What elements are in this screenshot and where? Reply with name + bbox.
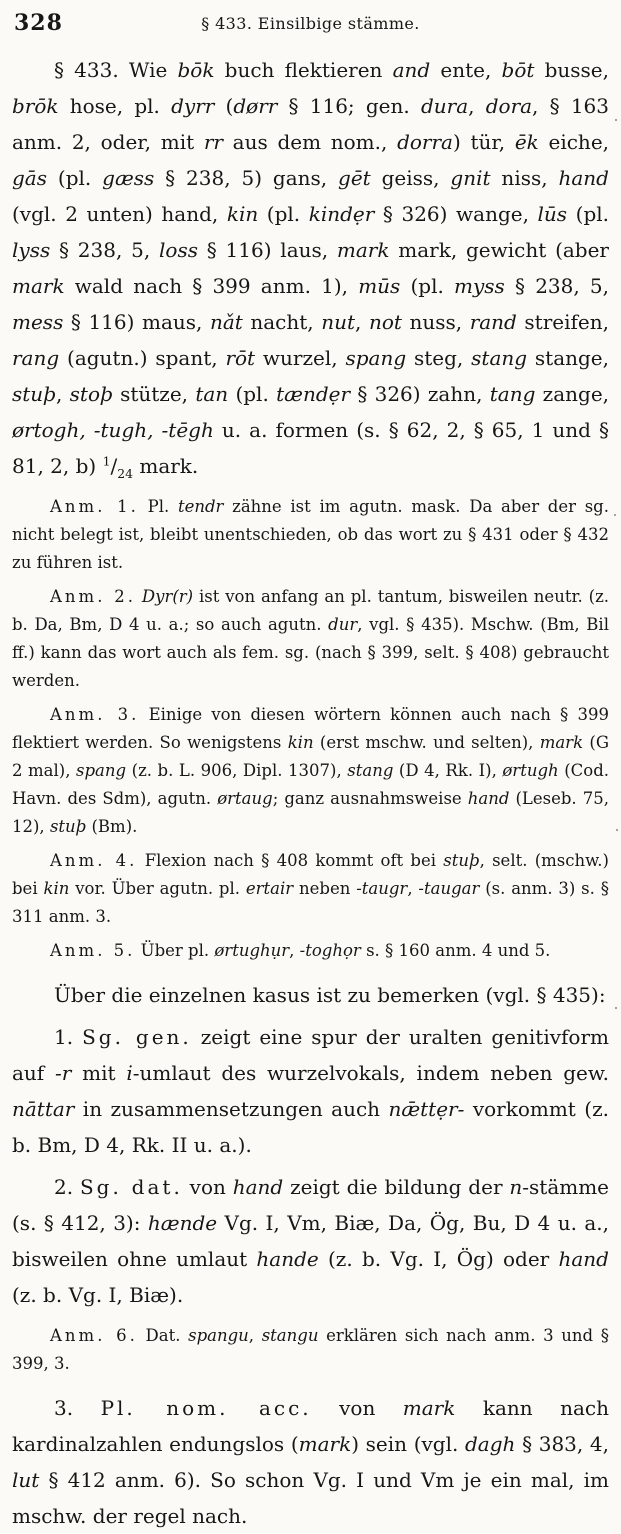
text-segment: Über pl. [135,941,215,960]
text-segment: dyrr [171,94,215,118]
running-title: § 433. Einsilbige stämme. [201,14,420,33]
text-segment: lūs [537,202,568,226]
text-segment: Sg. gen. [82,1025,192,1049]
text-segment: myss [454,274,505,298]
text-segment: rang [12,346,60,370]
text-segment: nāttar [12,1097,75,1121]
text-segment: 24 [117,466,133,481]
text-segment: (z. b. L. 906, Dipl. 1307), [126,761,348,780]
text-segment: ) tür, [452,130,515,154]
text-segment: spang [76,761,127,780]
text-segment: (pl. [258,202,309,226]
text-segment: (pl. [228,382,277,406]
text-segment: Anm. 5. [50,941,136,960]
text-segment: § 433. Wie [54,58,178,82]
text-segment: ørtughụr [214,941,290,960]
text-segment: (Cod. Havn. des Sdm), agutn. [12,761,609,808]
text-segment: mark [336,238,390,262]
text-segment: spang [345,346,407,370]
text-segment: Anm. 2. [50,587,137,606]
text-segment: wald nach § 399 anm. 1), [64,274,359,298]
text-segment: Anm. 3. [50,705,140,724]
paragraph [12,937,609,965]
text-segment: kindẹr [308,202,375,226]
text-segment: Anm. 6. [50,1326,138,1345]
text-segment: tang [489,382,536,406]
text-segment: , selt. (mschw.) bei [12,851,609,898]
text-segment: / [110,454,118,478]
text-segment: § 412 anm. 6). So schon Vg. I und Vm je ein mal, im mschw. der regel nach. [12,1468,609,1528]
text-segment: lyss [12,238,51,262]
text-segment: dørr [233,94,278,118]
text-segment: (G 2 mal), [12,733,609,780]
text-segment: ørtogh, -tugh, -tēgh [12,418,214,442]
text-segment: ørtugh [502,761,559,780]
paragraph [12,701,609,841]
text-segment: mark. [133,454,199,478]
text-body [12,52,609,1534]
text-segment: bōt [501,58,535,82]
text-segment: rand [469,310,517,334]
text-segment: stuþ [49,817,87,836]
text-segment: neben [293,879,357,898]
text-segment: s. § 160 anm. 4 und 5. [360,941,551,960]
text-segment: 2. [54,1175,80,1199]
text-segment: n [509,1175,523,1199]
text-segment: kann nach kardinalzahlen endungslos ( [12,1396,609,1456]
text-segment: not [368,310,402,334]
text-segment: hand [232,1175,284,1199]
text-segment: § 238, 5, [50,238,159,262]
text-segment: wurzel, [255,346,346,370]
text-segment: stang [347,761,394,780]
text-segment: mark [12,274,65,298]
text-segment: , [55,382,70,406]
text-segment: ertair [245,879,294,898]
text-segment: -toghọr [299,941,361,960]
text-segment: vor. Über agutn. pl. [69,879,246,898]
text-segment: ente, [430,58,502,82]
text-segment: nacht, [242,310,322,334]
text-segment: zeigt die bildung der [283,1175,510,1199]
paragraph [12,977,609,1013]
text-segment: vorkommt (z. b. Bm, D 4, Rk. II u. a.). [12,1097,609,1157]
paragraph [12,52,609,484]
text-segment: mūs [358,274,401,298]
text-segment: Pl. [138,497,178,516]
text-segment: von [182,1175,233,1199]
text-segment: stoþ [69,382,113,406]
text-segment: § 238, 5) gans, [154,166,339,190]
text-segment: stangu [261,1326,319,1345]
text-segment: dur [328,615,358,634]
text-segment: nut [321,310,356,334]
paragraph [12,1019,609,1163]
text-segment: (pl. [567,202,610,226]
text-segment: (Bm). [86,817,138,836]
scan-speckles [613,0,619,1070]
text-segment: -taugr [356,879,408,898]
page-number: 328 [14,10,63,36]
text-segment: brōk [12,94,59,118]
text-segment: ēk [514,130,539,154]
text-segment: dura [420,94,469,118]
text-segment: von [311,1396,403,1420]
text-segment: (pl. [400,274,455,298]
text-segment: (erst mschw. und selten), [313,733,540,752]
text-segment: nǣttẹr- [388,1097,465,1121]
text-segment: mark, gewicht (aber [389,238,609,262]
text-segment: Vg. I, Vm, Biæ, Da, Ög, Bu, D 4 u. a., bisweilen ohne umlaut [12,1211,609,1271]
text-segment: in zusammensetzungen auch [74,1097,389,1121]
text-segment: Sg. dat. [79,1175,183,1199]
text-segment: 1 [102,453,111,469]
text-segment: 1. [54,1025,83,1049]
text-segment: § 116; gen. [277,94,421,118]
text-segment: ) sein (vgl. [351,1432,465,1456]
text-segment: u. a. formen (s. § 62, 2, § 65, 1 und § 81, 2, b) [12,418,609,478]
text-segment: § 383, 4, [515,1432,609,1456]
text-segment: , [355,310,369,334]
text-segment: erklären sich nach anm. 3 und § 399, 3. [12,1326,609,1373]
text-segment: , [248,1326,262,1345]
text-segment: Anm. 1. [50,497,139,516]
text-segment: zeigt eine spur der uralten genitivform auf [12,1025,609,1085]
text-segment: lut [12,1468,40,1492]
text-segment: hænde [147,1211,218,1235]
text-segment: eiche, [538,130,610,154]
text-segment: (z. b. Vg. I, Ög) oder [318,1247,559,1271]
text-segment: , vgl. § 435). Mschw. (Bm, Bil ff.) kann das wort auch als fem. sg. (nach § 399, selt. § 408) gebraucht werden. [12,615,609,690]
text-segment: stuþ [12,382,56,406]
text-segment: spangu [188,1326,249,1345]
text-segment: ørtaug [217,789,273,808]
text-segment: mark [539,733,584,752]
text-segment: rōt [225,346,256,370]
text-segment: ; ganz ausnahmsweise [272,789,468,808]
text-segment: nuss, [401,310,470,334]
text-segment: tan [195,382,229,406]
text-segment: streifen, [516,310,609,334]
text-segment: ist von anfang an pl. tantum, bisweilen neutr. (z. b. Da, Bm, D 4 u. a.; so auch agutn. [12,587,610,634]
text-segment: § 238, 5, [504,274,609,298]
text-segment: mess [12,310,64,334]
text-segment: hande [256,1247,319,1271]
text-segment: gēt [338,166,371,190]
paragraph [12,1322,609,1378]
text-segment: tændẹr [276,382,351,406]
text-segment: busse, [534,58,610,82]
text-segment: -r [55,1061,72,1085]
text-segment: (agutn.) spant, [59,346,226,370]
text-segment: tendr [177,497,224,516]
text-segment: -stämme (s. § 412, 3): [12,1175,610,1235]
text-segment: mark [298,1432,352,1456]
text-segment: Anm. 4. [50,851,138,870]
text-segment: kin [43,879,70,898]
text-segment: stuþ [443,851,480,870]
text-segment: (D 4, Rk. I), [393,761,503,780]
text-segment: -taugar [418,879,480,898]
text-segment: kin [287,733,314,752]
text-segment: § 326) wange, [374,202,538,226]
text-segment: stang [471,346,528,370]
text-segment: hand [467,789,510,808]
text-segment: dagh [465,1432,516,1456]
text-segment: -umlaut des wurzelvokals, indem neben gew. [132,1061,609,1085]
text-segment: loss [159,238,198,262]
text-segment: i [126,1061,133,1085]
text-segment: stange, [527,346,610,370]
page-header [12,10,609,38]
text-segment: hand [558,166,609,190]
text-segment: and [392,58,431,82]
paragraph [12,493,609,577]
text-segment: Dyr(r) [141,587,194,606]
text-segment: § 326) zahn, [350,382,490,406]
text-segment: kin [226,202,259,226]
text-segment: zähne ist im agutn. mask. Da aber der sg. nicht belegt ist, bleibt unentschieden, ob das wort zu § 431 oder § 432 zu führen ist. [12,497,609,572]
text-segment: (Leseb. 75, 12), [12,789,609,836]
text-segment: , [468,94,486,118]
text-segment: Flexion nach § 408 kommt oft bei [137,851,444,870]
text-segment: § 116) laus, [197,238,337,262]
text-segment: aus dem nom., [222,130,398,154]
text-segment: hose, pl. [58,94,172,118]
text-segment: (z. b. Vg. I, Biæ). [12,1283,184,1307]
text-segment: nǎt [209,310,243,334]
text-segment: bōk [177,58,215,82]
text-segment: Einige von diesen wörtern können auch nach § 399 flektiert werden. So wenigstens [12,705,609,752]
paragraph [12,847,609,931]
text-segment: , [289,941,300,960]
text-segment: niss, [490,166,559,190]
paragraph [12,1169,609,1313]
paragraph [12,1390,609,1534]
text-segment: , [407,879,419,898]
text-segment: rr [203,130,223,154]
text-segment: mark [402,1396,456,1420]
text-segment: 3. [54,1396,101,1420]
text-segment: Pl. nom. acc. [100,1396,312,1420]
text-segment: hand [558,1247,609,1271]
text-segment: gās [12,166,47,190]
text-segment: stütze, [112,382,196,406]
text-segment: Dat. [137,1326,189,1345]
text-segment: (s. anm. 3) s. § 311 anm. 3. [12,879,609,926]
text-segment: mit [71,1061,127,1085]
text-segment: zange, [535,382,610,406]
text-segment: ( [214,94,234,118]
text-segment: dora [485,94,533,118]
text-segment: buch flektieren [214,58,393,82]
text-segment: gæss [102,166,155,190]
paragraph [12,583,609,695]
text-segment: dorra [397,130,453,154]
text-segment: steg, [406,346,472,370]
text-segment: Über die einzelnen kasus ist zu bemerken (vgl. § 435): [54,983,606,1007]
text-segment: (vgl. 2 unten) hand, [12,202,227,226]
text-segment: geiss, [370,166,451,190]
text-segment: gnit [450,166,491,190]
text-segment: , § 163 anm. 2, oder, mit [12,94,610,154]
text-segment: (pl. [47,166,103,190]
text-segment: § 116) maus, [63,310,210,334]
